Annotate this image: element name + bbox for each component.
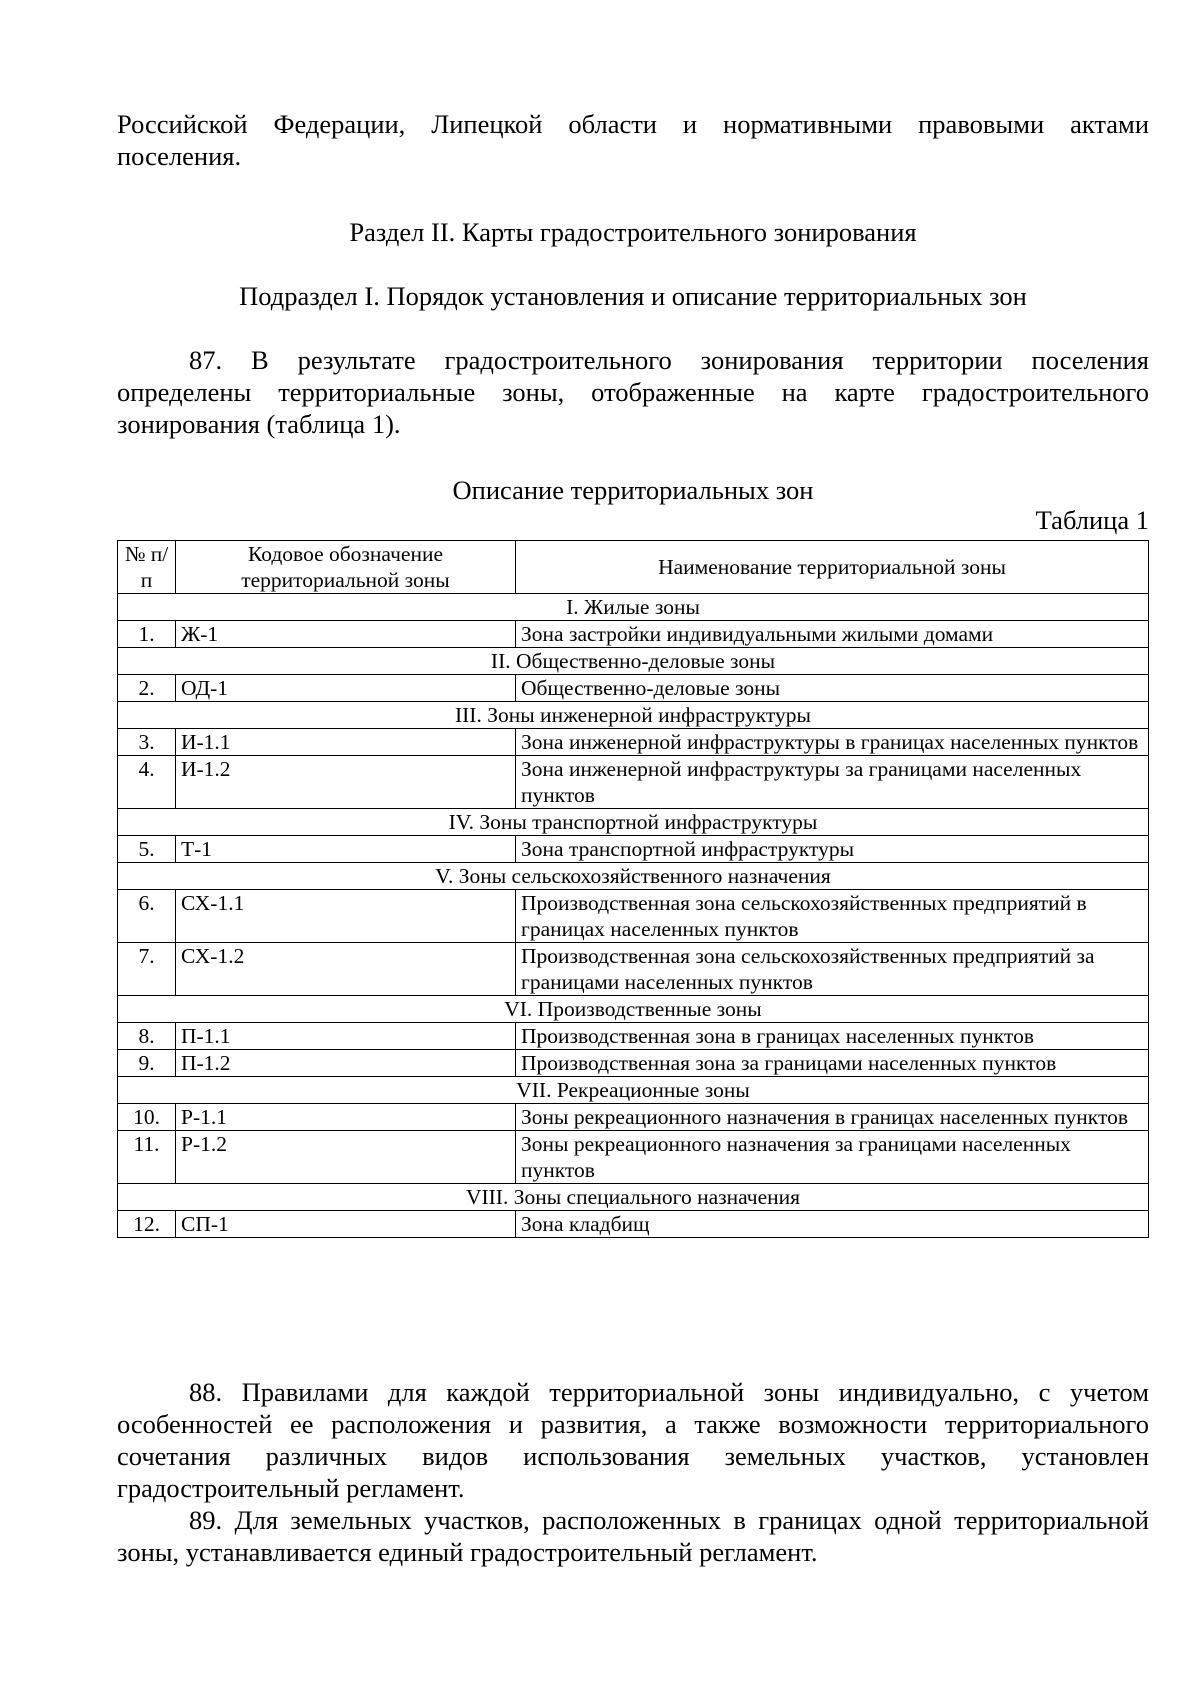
zone-number-cell: 11. (118, 1131, 176, 1184)
table-row (118, 621, 1149, 648)
table-group-row (118, 594, 1149, 621)
paragraph-87: 87. В результате градостроительного зонирования территории поселения определены территориальные зоны, отображенные на карте градостроительного зонирования (таблица 1). (117, 345, 1149, 439)
zone-code-cell: ОД-1 (176, 675, 516, 702)
zone-name-cell: Зона транспортной инфраструктуры (516, 836, 1149, 863)
table-row (118, 1050, 1149, 1077)
table-row (118, 1211, 1149, 1238)
intro-line-2: поселения. (117, 141, 242, 171)
zone-name-cell: Общественно-деловые зоны (516, 675, 1149, 702)
zone-code-cell: Р-1.2 (176, 1131, 516, 1184)
paragraph-88: 88. Правилами для каждой территориальной зоны индивидуально, с учетом особенностей ее расположения и развития, а также возможности территориального сочетания различных видов использования земельных участков, установлен градостроительный регламент. (117, 1377, 1149, 1503)
table-label: Таблица 1 (1035, 505, 1149, 535)
zone-group-title: VIII. Зоны специального назначения (118, 1184, 1149, 1211)
subsection-heading: Подраздел I. Порядок установления и описание территориальных зон (239, 281, 1027, 311)
zone-code-cell: И-1.2 (176, 756, 516, 809)
zone-group-title: V. Зоны сельскохозяйственного назначения (118, 863, 1149, 890)
zone-number-cell: 7. (118, 943, 176, 996)
zone-number-cell: 6. (118, 890, 176, 943)
table-group-row (118, 648, 1149, 675)
zone-code-cell: Р-1.1 (176, 1104, 516, 1131)
table-group-row (118, 1077, 1149, 1104)
zone-number-cell: 2. (118, 675, 176, 702)
zone-number-cell: 10. (118, 1104, 176, 1131)
header-code: Кодовое обозначение территориальной зоны (176, 541, 516, 594)
zone-group-title: II. Общественно-деловые зоны (118, 648, 1149, 675)
zone-number-cell: 12. (118, 1211, 176, 1238)
zones-table (117, 540, 1149, 1238)
table-group-row (118, 863, 1149, 890)
zone-name-cell: Зоны рекреационного назначения в границах населенных пунктов (516, 1104, 1149, 1131)
zone-group-title: VII. Рекреационные зоны (118, 1077, 1149, 1104)
zone-code-cell: СП-1 (176, 1211, 516, 1238)
zone-name-cell: Зона инженерной инфраструктуры за границами населенных пунктов (516, 756, 1149, 809)
zone-number-cell: 9. (118, 1050, 176, 1077)
zone-code-cell: Т-1 (176, 836, 516, 863)
paragraph-89: 89. Для земельных участков, расположенных в границах одной территориальной зоны, устанавливается единый градостроительный регламент. (117, 1505, 1149, 1567)
header-name: Наименование территориальной зоны (516, 541, 1149, 594)
zone-name-cell: Зона кладбищ (516, 1211, 1149, 1238)
table-body (118, 594, 1149, 1238)
section-heading: Раздел II. Карты градостроительного зонирования (349, 217, 917, 247)
zone-group-title: VI. Производственные зоны (118, 996, 1149, 1023)
table-row (118, 675, 1149, 702)
zone-number-cell: 8. (118, 1023, 176, 1050)
zone-name-cell: Производственная зона сельскохозяйственных предприятий за границами населенных пунктов (516, 943, 1149, 996)
zone-group-title: III. Зоны инженерной инфраструктуры (118, 702, 1149, 729)
zone-number-cell: 3. (118, 729, 176, 756)
table-row (118, 1131, 1149, 1184)
zone-name-cell: Производственная зона за границами населенных пунктов (516, 1050, 1149, 1077)
zone-group-title: I. Жилые зоны (118, 594, 1149, 621)
table-row (118, 943, 1149, 996)
table-group-row (118, 809, 1149, 836)
table-row (118, 1104, 1149, 1131)
zone-name-cell: Производственная зона в границах населенных пунктов (516, 1023, 1149, 1050)
table-group-row (118, 1184, 1149, 1211)
table-row (118, 836, 1149, 863)
zone-name-cell: Зоны рекреационного назначения за границами населенных пунктов (516, 1131, 1149, 1184)
table-row (118, 729, 1149, 756)
zone-name-cell: Производственная зона сельскохозяйственных предприятий в границах населенных пунктов (516, 890, 1149, 943)
table-row (118, 1023, 1149, 1050)
zone-code-cell: СХ-1.1 (176, 890, 516, 943)
zone-number-cell: 5. (118, 836, 176, 863)
zone-name-cell: Зона инженерной инфраструктуры в границах населенных пунктов (516, 729, 1149, 756)
table-group-row (118, 996, 1149, 1023)
intro-paragraph (117, 108, 1149, 172)
table-header-row (118, 541, 1149, 594)
zone-code-cell: П-1.2 (176, 1050, 516, 1077)
zone-name-cell: Зона застройки индивидуальными жилыми домами (516, 621, 1149, 648)
zone-code-cell: СХ-1.2 (176, 943, 516, 996)
zone-code-cell: П-1.1 (176, 1023, 516, 1050)
zone-code-cell: И-1.1 (176, 729, 516, 756)
header-num: № п/п (118, 541, 176, 594)
zone-number-cell: 4. (118, 756, 176, 809)
zone-number-cell: 1. (118, 621, 176, 648)
table-row (118, 890, 1149, 943)
zone-code-cell: Ж-1 (176, 621, 516, 648)
table-row (118, 756, 1149, 809)
table-title: Описание территориальных зон (452, 475, 814, 505)
table-group-row (118, 702, 1149, 729)
zone-group-title: IV. Зоны транспортной инфраструктуры (118, 809, 1149, 836)
intro-line-1: Российской Федерации, Липецкой области и нормативными правовыми актами (117, 109, 1149, 139)
